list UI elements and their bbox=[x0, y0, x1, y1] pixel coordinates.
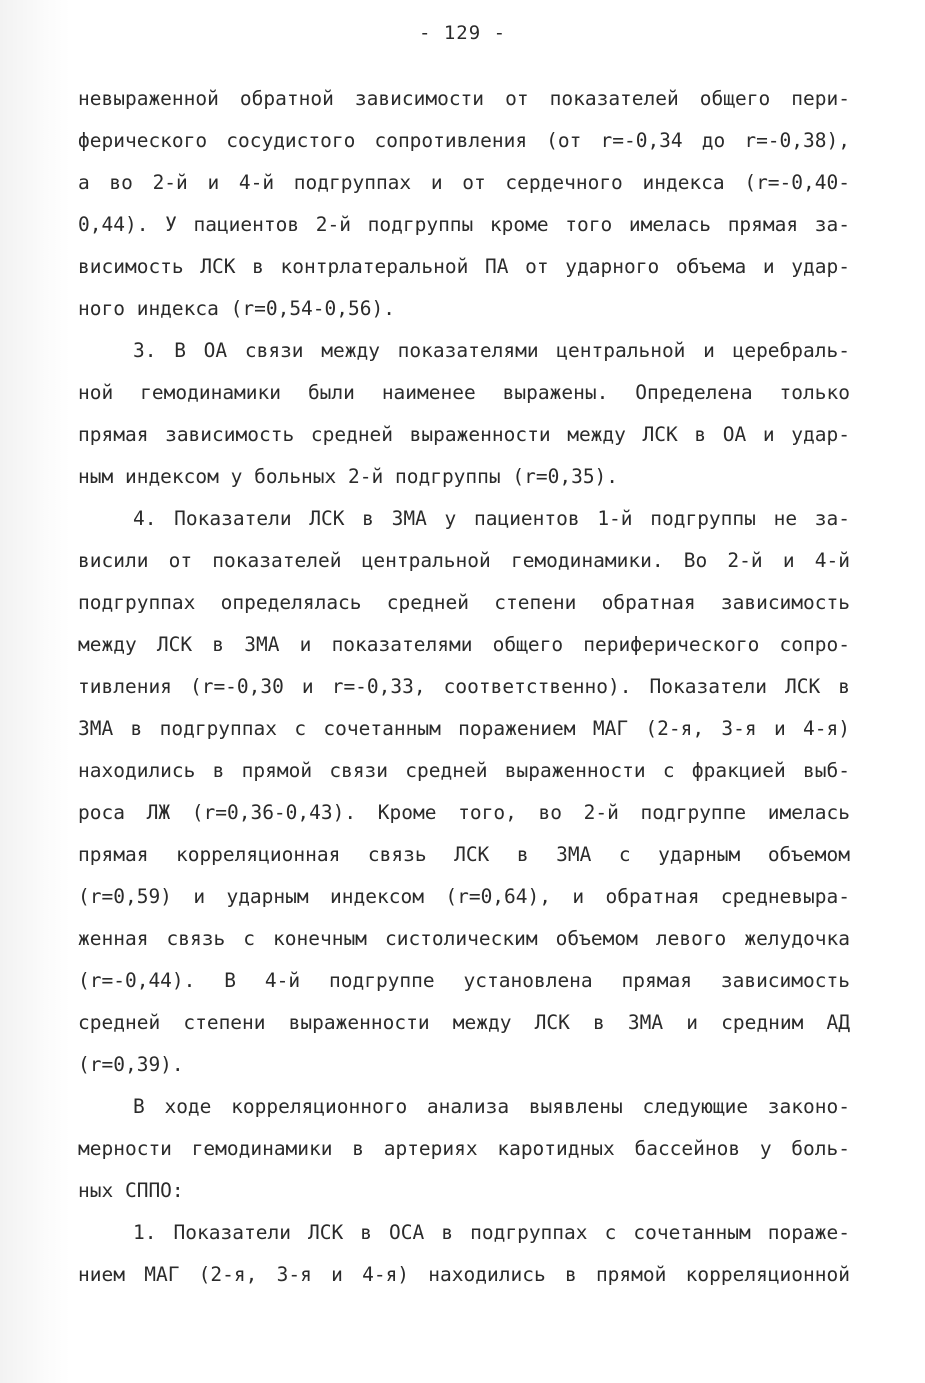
text-line: мерности гемодинамики в артериях каротидных бассейнов у боль- bbox=[78, 1137, 850, 1160]
text-line: 3. В ОА связи между показателями центральной и церебраль- bbox=[133, 339, 850, 362]
text-line: а во 2-й и 4-й подгруппах и от сердечного индекса (r=-0,40- bbox=[78, 171, 850, 194]
text-line: (r=0,59) и ударным индексом (r=0,64), и обратная средневыра- bbox=[78, 885, 850, 908]
text-line: ЗМА в подгруппах с сочетанным поражением МАГ (2-я, 3-я и 4-я) bbox=[78, 717, 850, 740]
text-line: (r=-0,44). В 4-й подгруппе установлена прямая зависимость bbox=[78, 969, 850, 992]
text-line: тивления (r=-0,30 и r=-0,33, соответственно). Показатели ЛСК в bbox=[78, 675, 850, 698]
text-line: между ЛСК в ЗМА и показателями общего периферического сопро- bbox=[78, 633, 850, 656]
body-text bbox=[78, 78, 850, 1296]
text-line: висили от показателей центральной гемодинамики. Во 2-й и 4-й bbox=[78, 549, 850, 572]
text-line: находились в прямой связи средней выраженности с фракцией выб- bbox=[78, 759, 850, 782]
text-line: ным индексом у больных 2-й подгруппы (r=0,35). bbox=[78, 465, 619, 488]
text-line: средней степени выраженности между ЛСК в ЗМА и средним АД bbox=[78, 1011, 850, 1034]
text-line: 1. Показатели ЛСК в ОСА в подгруппах с сочетанным пораже- bbox=[133, 1221, 850, 1244]
text-line: подгруппах определялась средней степени обратная зависимость bbox=[78, 591, 850, 614]
text-line: 4. Показатели ЛСК в ЗМА у пациентов 1-й подгруппы не за- bbox=[133, 507, 850, 530]
text-line: прямая корреляционная связь ЛСК в ЗМА с ударным объемом bbox=[78, 843, 850, 866]
page-number: - 129 - bbox=[418, 22, 507, 44]
text-line: висимость ЛСК в контрлатеральной ПА от ударного объема и удар- bbox=[78, 255, 850, 278]
text-line: ных СППО: bbox=[78, 1179, 184, 1202]
text-line: ной гемодинамики были наименее выражены. Определена только bbox=[78, 381, 850, 404]
text-line: В ходе корреляционного анализа выявлены следующие законо- bbox=[133, 1095, 850, 1118]
text-line: нием МАГ (2-я, 3-я и 4-я) находились в прямой корреляционной bbox=[78, 1263, 850, 1286]
text-line: 0,44). У пациентов 2-й подгруппы кроме того имелась прямая за- bbox=[78, 213, 850, 236]
text-line: ферического сосудистого сопротивления (от r=-0,34 до r=-0,38), bbox=[78, 129, 850, 152]
text-line: (r=0,39). bbox=[78, 1053, 184, 1076]
text-line: женная связь с конечным систолическим объемом левого желудочка bbox=[78, 927, 850, 950]
text-line: прямая зависимость средней выраженности между ЛСК в ОА и удар- bbox=[78, 423, 850, 446]
text-line: ного индекса (r=0,54-0,56). bbox=[78, 297, 395, 320]
text-line: невыраженной обратной зависимости от показателей общего пери- bbox=[78, 87, 850, 110]
text-line: роса ЛЖ (r=0,36-0,43). Кроме того, во 2-й подгруппе имелась bbox=[78, 801, 850, 824]
